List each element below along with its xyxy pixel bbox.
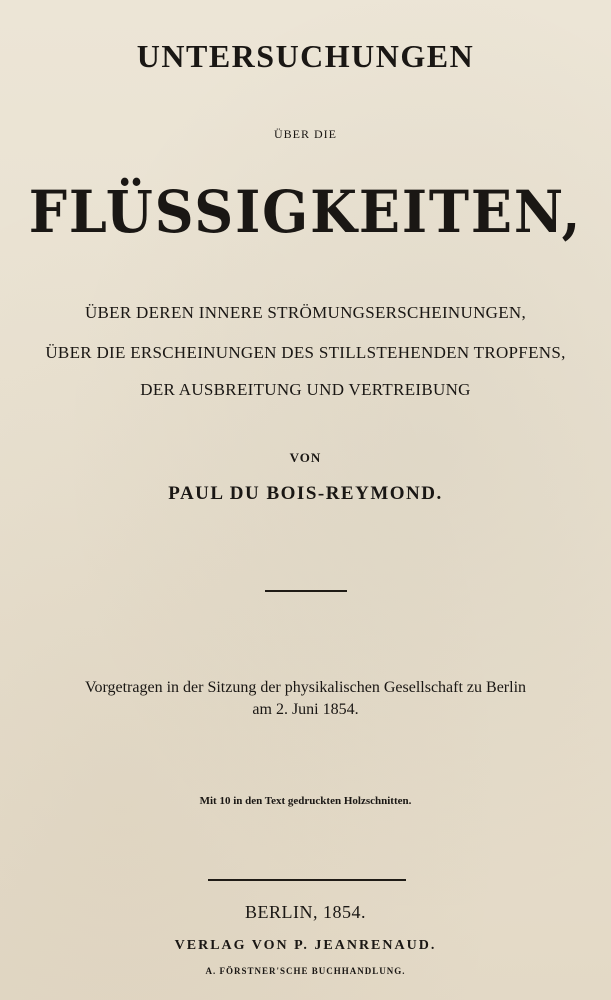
presentation-line-2: am 2. Juni 1854. <box>252 701 359 718</box>
main-title: UNTERSUCHUNGEN <box>136 38 475 74</box>
imprint-place-year: BERLIN, 1854. <box>245 902 366 922</box>
subtitle-line-3: DER AUSBREITUNG UND VERTREIBUNG <box>140 380 471 399</box>
title-subject: FLÜSSIGKEITEN, <box>28 178 583 246</box>
illustrations-note: Mit 10 in den Text gedruckten Holzschnitten. <box>199 795 412 807</box>
imprint-publisher: VERLAG VON P. JEANRENAUD. <box>174 938 437 953</box>
presentation-line-1: Vorgetragen in der Sitzung der physikalischen Gesellschaft zu Berlin <box>84 679 527 696</box>
divider-rule <box>265 590 347 592</box>
imprint-bookshop: A. FÖRSTNER'SCHE BUCHHANDLUNG. <box>205 966 406 976</box>
by-word: VON <box>289 450 322 465</box>
divider-rule-imprint <box>208 879 406 881</box>
author-name: PAUL DU BOIS-REYMOND. <box>168 483 443 504</box>
subtitle-line-2: ÜBER DIE ERSCHEINUNGEN DES STILLSTEHENDEN TROPFENS, <box>45 343 566 362</box>
title-preposition: ÜBER DIE <box>274 127 337 141</box>
subtitle-line-1: ÜBER DEREN INNERE STRÖMUNGSERSCHEINUNGEN, <box>84 303 527 322</box>
